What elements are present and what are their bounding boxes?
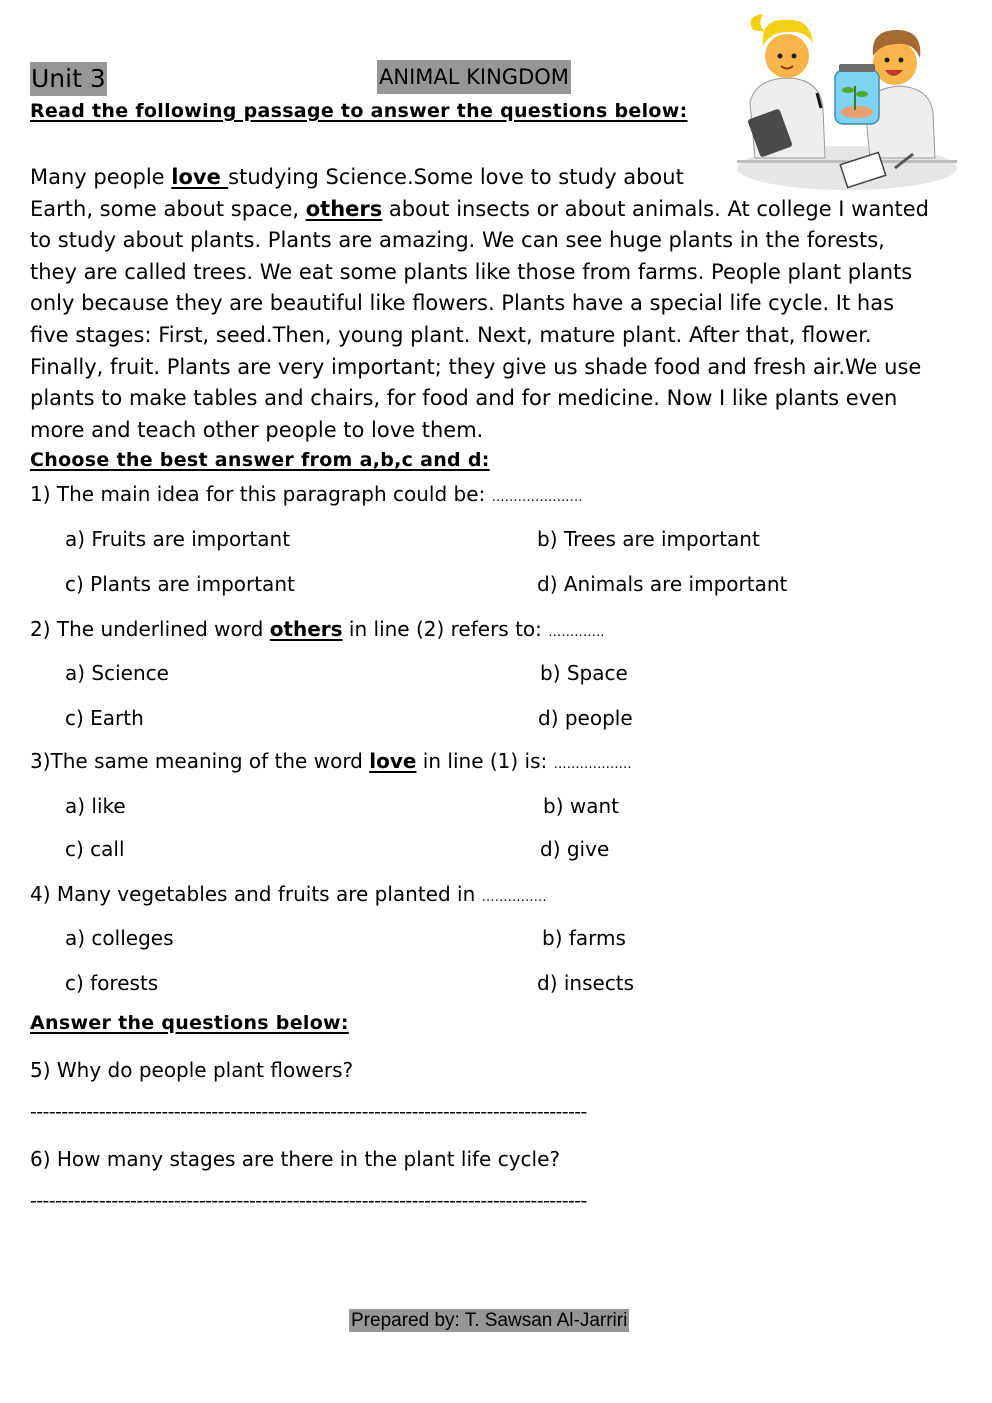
q1-option-b[interactable]: b) Trees are important [537,527,760,551]
passage-text: to study about plants. Plants are amazing. We can see huge plants in the forests, [30,228,885,253]
q1-option-a[interactable]: a) Fruits are important [65,527,291,551]
question-6: 6) How many stages are there in the plant life cycle? [30,1147,561,1171]
answer-blank[interactable]: …………. [548,625,605,640]
reading-passage [30,162,970,446]
passage-text: they are called trees. We eat some plants like those from farms. People plant plants [30,259,913,284]
passage-text: studying Science.Some love to study about [228,165,684,189]
q1-option-d[interactable]: d) Animals are important [537,572,788,596]
q2-option-c[interactable]: c) Earth [65,706,144,730]
answer-line-6[interactable]: ----------------------------------------------------------------------------------------- [30,1190,587,1212]
underlined-word: love [369,749,417,773]
question-5: 5) Why do people plant flowers? [30,1058,354,1082]
passage-text: five stages: First, seed.Then, young plant. Next, mature plant. After that, flower. [30,322,872,347]
q2-option-b[interactable]: b) Space [540,661,628,685]
unit-label: Unit 3 [30,62,107,96]
passage-text: about insects or about animals. At college I wanted [382,196,929,221]
passage-line [30,162,970,194]
question-text: 3)The same meaning of the word [30,749,370,773]
q3-option-a[interactable]: a) like [65,794,126,818]
q3-option-d[interactable]: d) give [540,837,610,861]
question-1 [30,480,583,512]
q4-option-b[interactable]: b) farms [542,926,626,950]
passage-line [30,352,970,384]
question-text: 1) The main idea for this paragraph could be: [30,482,492,506]
underlined-word: others [305,196,383,221]
question-text-after: in line (2) refers to: [342,617,549,641]
underlined-word: others [269,617,343,641]
passage-text: plants to make tables and chairs, for food and for medicine. Now I like plants even [30,386,898,411]
passage-text: Finally, fruit. Plants are very important; they give us shade food and fresh air.We use [30,354,922,379]
passage-text: Many people [30,165,172,189]
question-text: 2) The underlined word [30,617,270,641]
footer-credit: Prepared by: T. Sawsan Al-Jarriri [351,1310,628,1331]
underlined-word: love [171,165,229,189]
q4-option-a[interactable]: a) colleges [65,926,174,950]
question-text-after: in line (1) is: [416,749,554,773]
q2-option-a[interactable]: a) Science [65,661,169,685]
answer-line-5[interactable]: ----------------------------------------------------------------------------------------- [30,1101,587,1123]
passage-line [30,225,970,257]
worksheet-title: ANIMAL KINGDOM [377,60,571,94]
answer-blank[interactable]: …………… [481,890,547,905]
passage-text: only because they are beautiful like flowers. Plants have a special life cycle. It has [30,291,895,316]
passage-text: Earth, some about space, [30,196,306,221]
question-text: 4) Many vegetables and fruits are planted in [30,882,482,906]
question-4 [30,880,547,912]
q4-option-d[interactable]: d) insects [537,971,635,995]
answer-blank[interactable]: ……………… [553,757,632,772]
open-questions-instruction: Answer the questions below: [30,1012,349,1034]
passage-line [30,320,970,352]
passage-line [30,257,970,289]
passage-line [30,383,970,415]
q3-option-b[interactable]: b) want [543,794,619,818]
passage-line [30,415,970,447]
q2-option-d[interactable]: d) people [538,706,633,730]
passage-line [30,288,970,320]
question-2 [30,615,604,647]
answer-blank[interactable]: ………………… [491,490,583,505]
mcq-instruction: Choose the best answer from a,b,c and d: [30,449,490,471]
q1-option-c[interactable]: c) Plants are important [65,572,295,596]
passage-line [30,194,970,226]
question-3 [30,747,632,779]
reading-instruction: Read the following passage to answer the questions below: [30,100,688,122]
q3-option-c[interactable]: c) call [65,837,125,861]
passage-text: more and teach other people to love them. [30,417,484,442]
q4-option-c[interactable]: c) forests [65,971,159,995]
